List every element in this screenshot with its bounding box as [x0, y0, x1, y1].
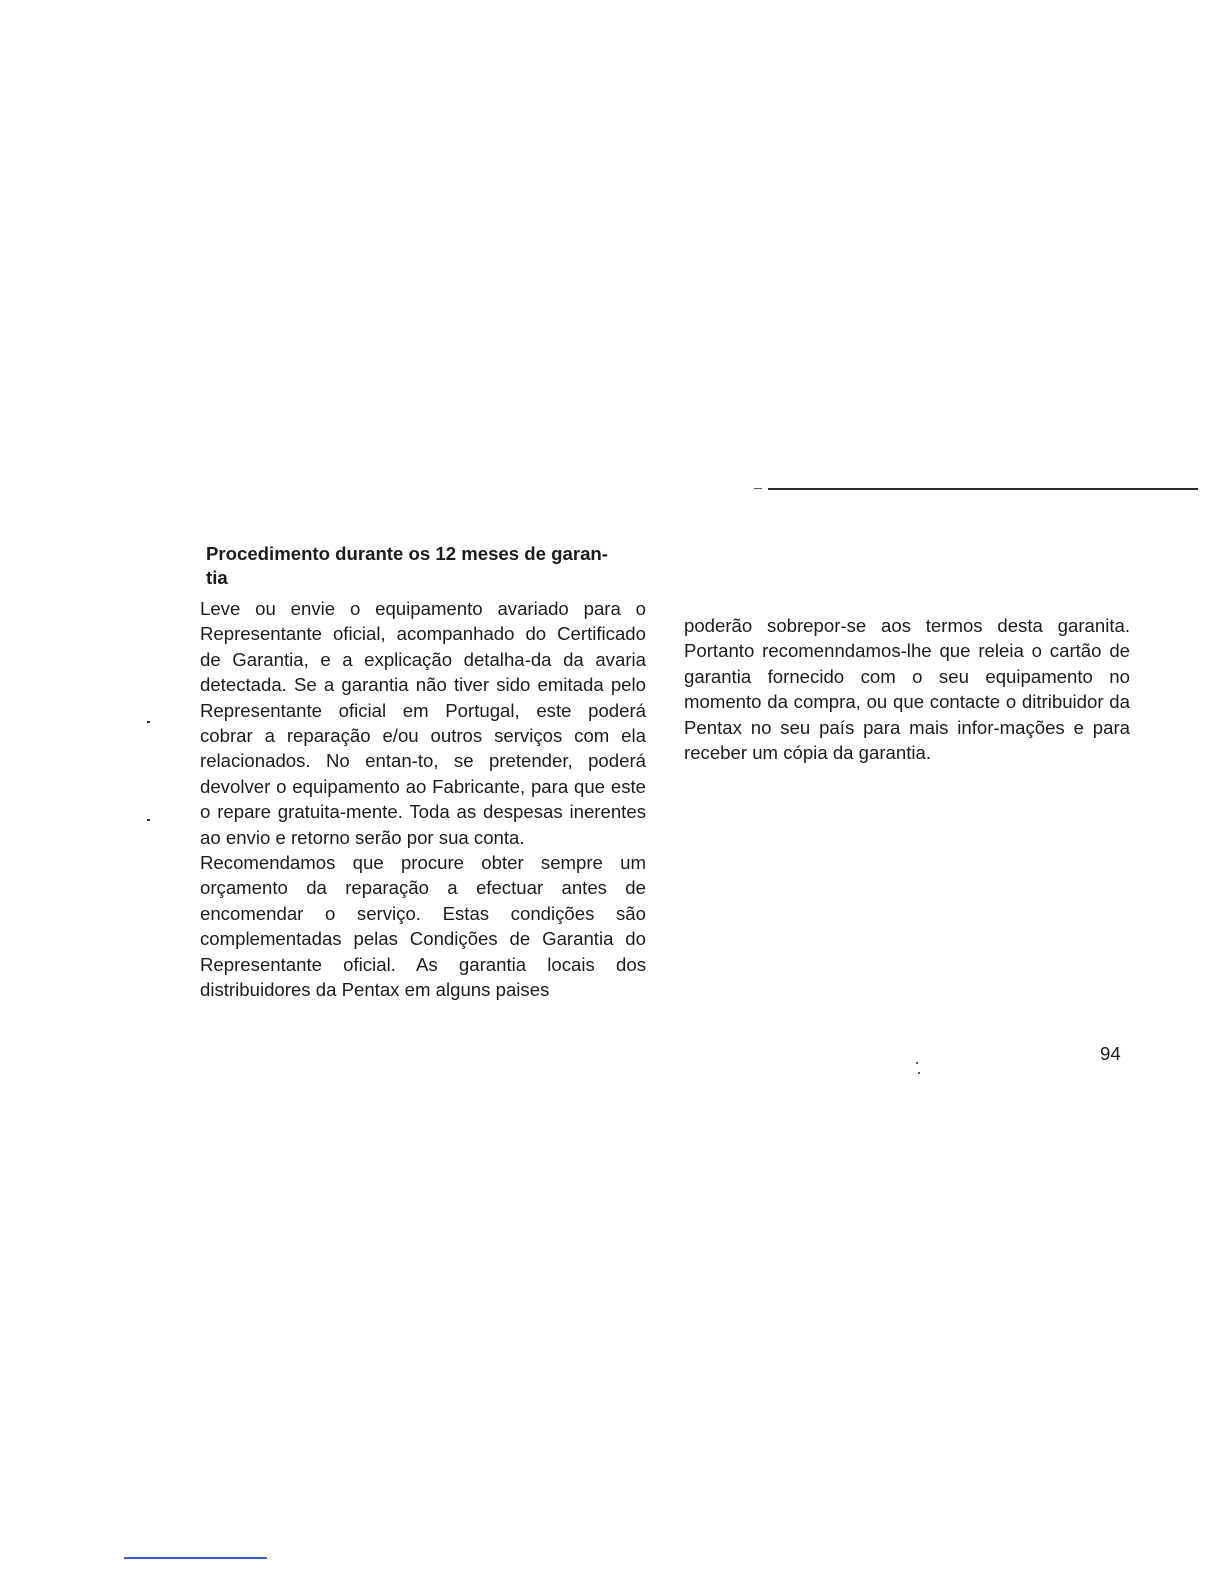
footer-rule: [124, 1557, 267, 1559]
section-title: [206, 542, 646, 590]
scan-speck: [918, 1072, 920, 1074]
right-paragraph-1: poderão sobrepor-se aos termos desta garanita. Portanto recomenndamos-lhe que releia o cartão de garantia fornecido com o seu equipamento no momento da compra, ou que contacte o ditribuidor da Pentax no seu país para mais infor-mações e para receber um cópia da garantia.: [684, 615, 1130, 764]
left-column: [200, 542, 646, 1003]
section-title-line-2: tia: [206, 567, 228, 588]
right-column: [684, 613, 1130, 765]
left-paragraph-2: Recomendamos que procure obter sempre um orçamento da reparação a efectuar antes de encomendar o serviço. Estas condições são complementadas pelas Condições de Garantia do Representante oficial. As garantia locais dos distribuidores da Pentax em alguns paises: [200, 852, 646, 1001]
page-number: 94: [1100, 1043, 1121, 1064]
scan-speck: [916, 1062, 918, 1064]
left-paragraph-1: Leve ou envie o equipamento avariado para o Representante oficial, acompanhado do Certificado de Garantia, e a explicação detalha-da da avaria detectada. Se a garantia não tiver sido emitada pelo Representante oficial em Portugal, este poderá cobrar a reparação e/ou outros serviços com ela relacionados. No entan-to, se pretender, poderá devolver o equipamento ao Fabricante, para que este o repare gratuita-mente. Toda as despesas inerentes ao envio e retorno serão por sua conta.: [200, 598, 646, 848]
header-rule-dash: [754, 488, 762, 489]
margin-mark: [147, 819, 150, 821]
header-rule: [768, 488, 1198, 490]
margin-mark: [147, 721, 150, 723]
section-title-line-1: Procedimento durante os 12 meses de garan-: [206, 543, 608, 564]
